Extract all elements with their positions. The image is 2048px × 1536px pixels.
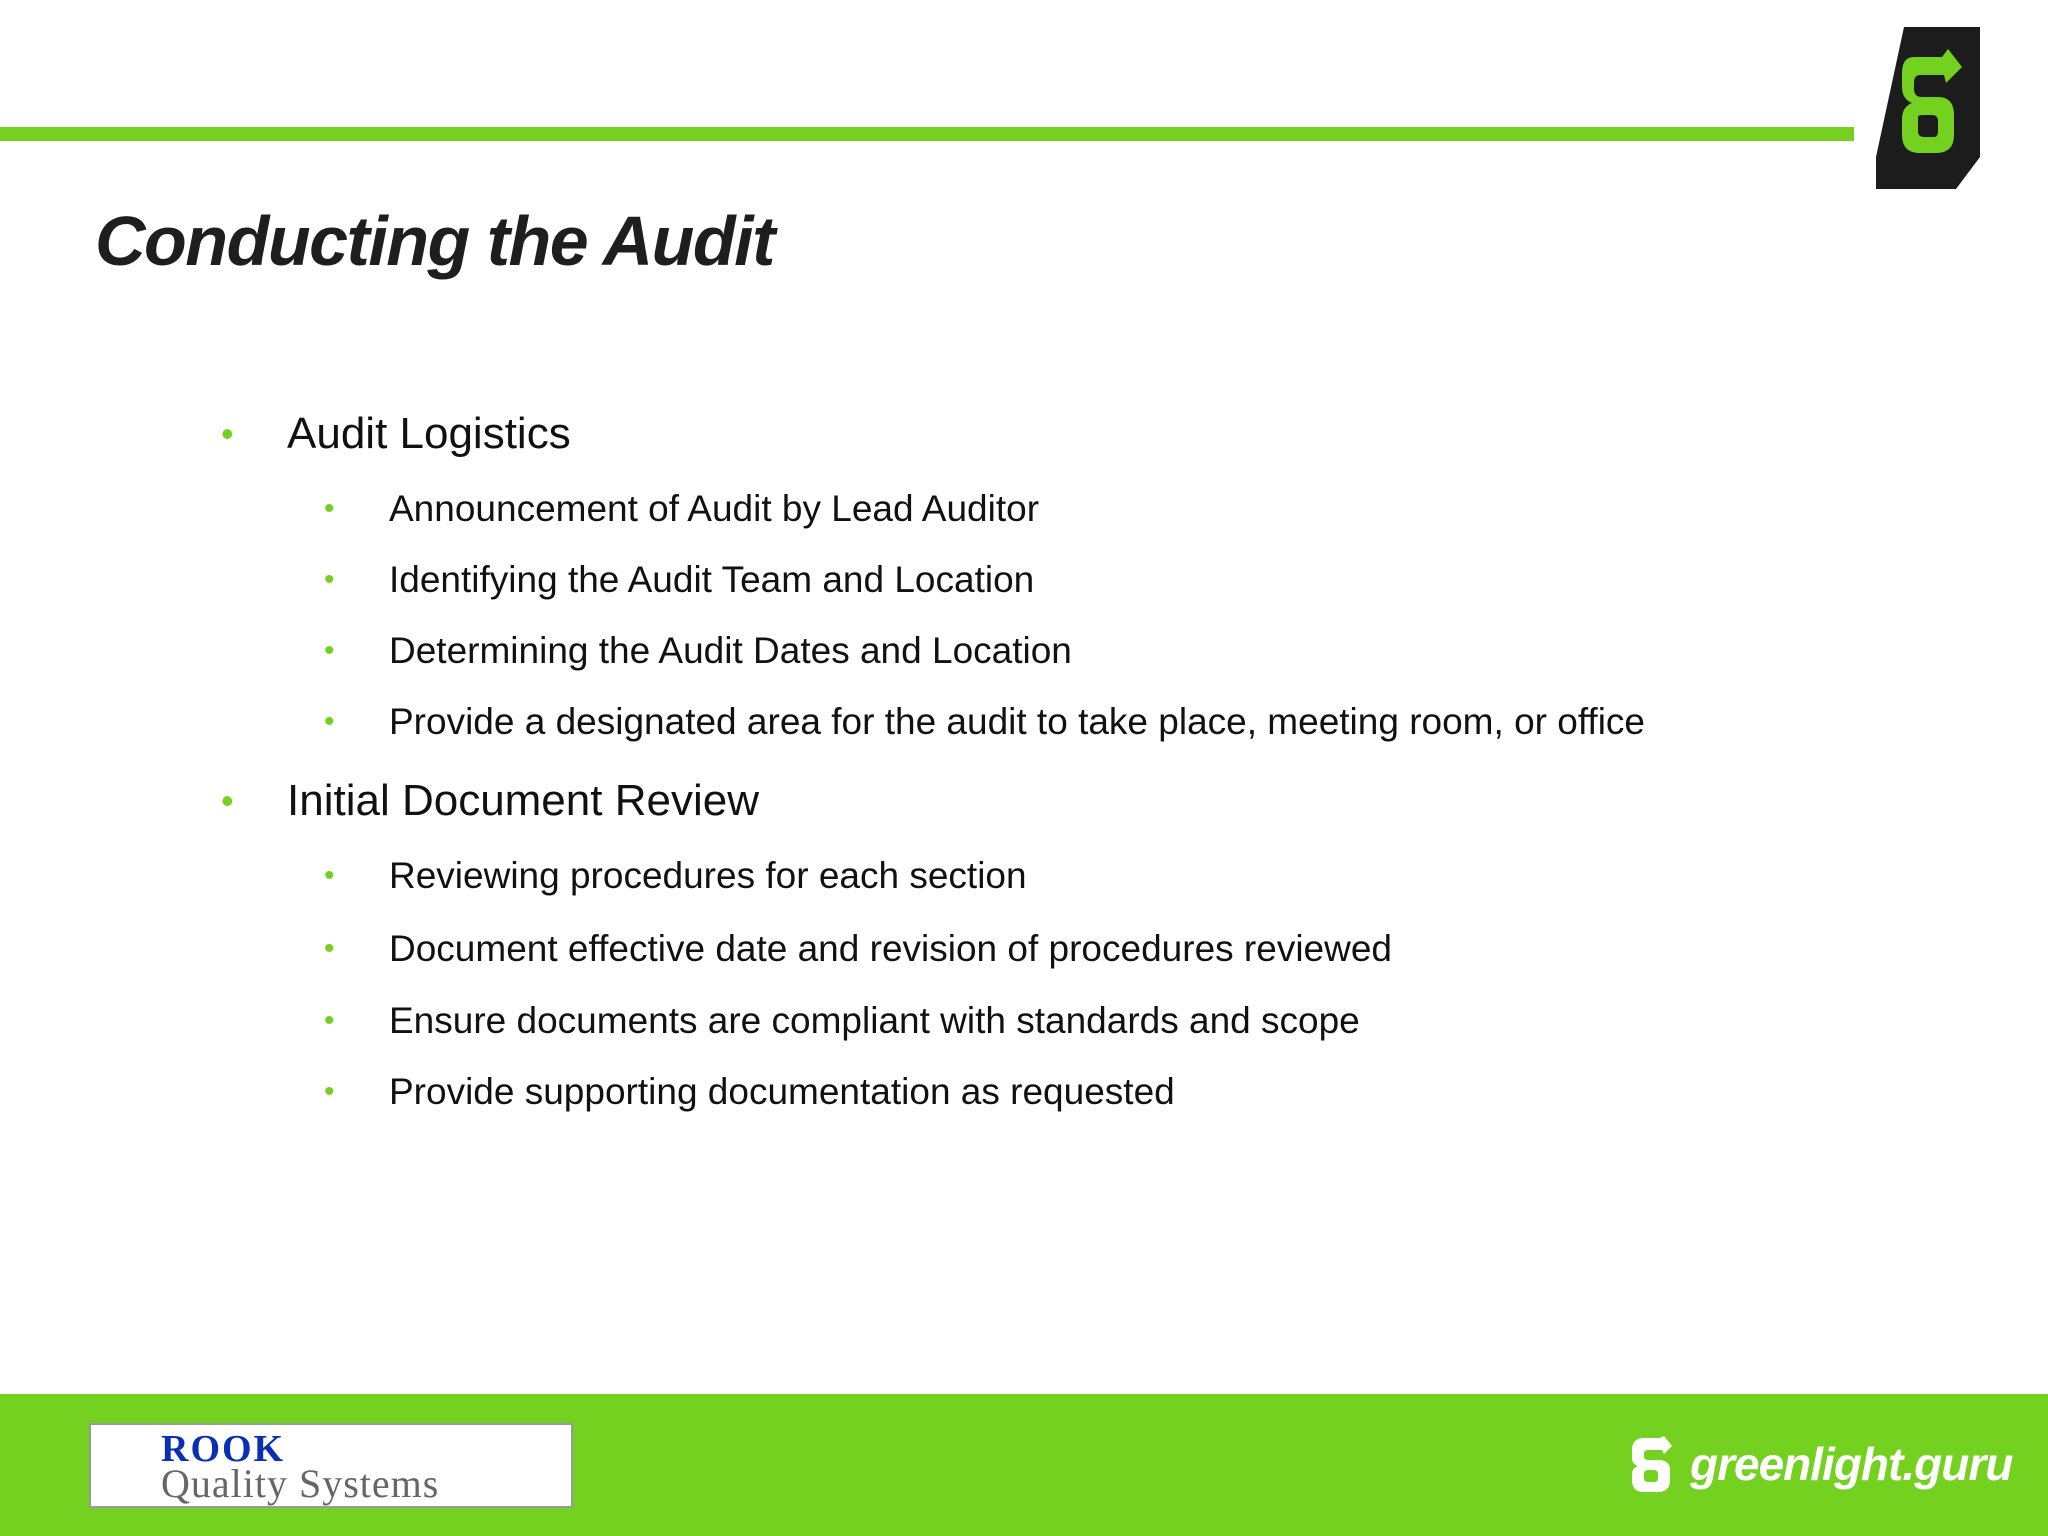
- bullet-dot-icon: •: [324, 859, 335, 892]
- section-heading-text: Initial Document Review: [287, 776, 759, 825]
- list-item: [324, 926, 1392, 972]
- list-item: [324, 853, 1027, 899]
- list-item-text: Provide supporting documentation as requested: [389, 1071, 1175, 1112]
- rook-logo-name: ROOK: [161, 1428, 286, 1470]
- bullet-dot-icon: •: [324, 932, 335, 965]
- list-item-text: Reviewing procedures for each section: [389, 855, 1027, 896]
- bullet-dot-icon: •: [221, 780, 234, 821]
- list-item: [324, 628, 1072, 674]
- list-item-text: Determining the Audit Dates and Location: [389, 630, 1072, 671]
- list-item-text: Provide a designated area for the audit to take place, meeting room, or office: [389, 701, 1646, 742]
- list-item-text: Ensure documents are compliant with standards and scope: [389, 1000, 1360, 1041]
- section-heading-audit-logistics: [221, 407, 571, 461]
- rook-logo-subtitle: Quality Systems: [161, 1461, 440, 1506]
- list-item: [324, 486, 1040, 532]
- greenlight-g-icon: [1630, 1436, 1674, 1492]
- list-item: [324, 699, 1646, 745]
- list-item: [324, 998, 1360, 1044]
- bullet-dot-icon: •: [324, 705, 335, 738]
- list-item-text: Announcement of Audit by Lead Auditor: [389, 488, 1040, 529]
- bullet-dot-icon: •: [324, 1004, 335, 1037]
- bullet-dot-icon: •: [324, 634, 335, 667]
- bullet-dot-icon: •: [221, 413, 234, 454]
- list-item: [324, 1069, 1175, 1115]
- bullet-dot-icon: •: [324, 563, 335, 596]
- bullet-dot-icon: •: [324, 1075, 335, 1108]
- section-heading-initial-document-review: [221, 774, 759, 828]
- slide-title: Conducting the Audit: [95, 202, 774, 280]
- section-heading-text: Audit Logistics: [287, 409, 571, 458]
- list-item-text: Identifying the Audit Team and Location: [389, 559, 1035, 600]
- greenlight-wordmark: greenlight.guru: [1690, 1438, 2013, 1490]
- list-item: [324, 557, 1035, 603]
- list-item-text: Document effective date and revision of procedures reviewed: [389, 928, 1392, 969]
- bullet-dot-icon: •: [324, 492, 335, 525]
- rook-quality-systems-logo: [89, 1423, 573, 1508]
